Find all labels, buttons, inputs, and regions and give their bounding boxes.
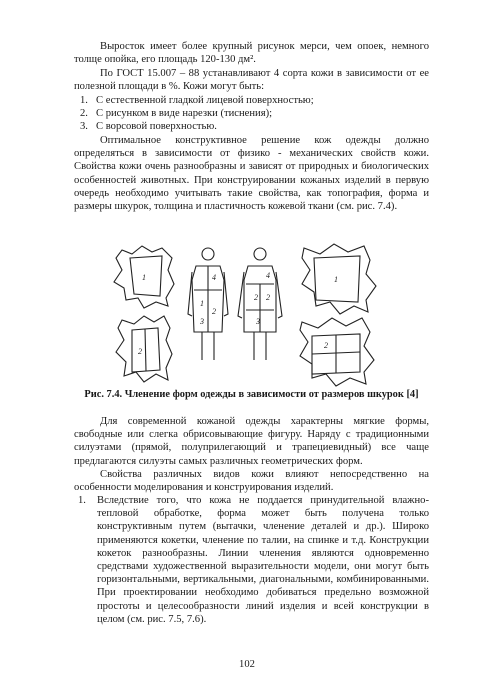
paragraph-gost: По ГОСТ 15.007 – 88 устанавливают 4 сорта кожи в зависимости от ее полезной площади в %. Кожи могут быть: <box>74 68 429 93</box>
figure-label: 3 <box>256 317 260 326</box>
figure-label: 1 <box>334 275 338 284</box>
paragraph-vyrostok: Выросток имеет более крупный рисунок мерси, чем опоек, немного толще опойка, его площадь 120-130 дм². <box>74 41 429 66</box>
head <box>202 248 214 260</box>
list-item: 3. С ворсовой поверхностью. <box>80 121 217 133</box>
design-principles-list <box>78 494 429 626</box>
hide-outline <box>302 244 376 314</box>
head <box>254 248 266 260</box>
figure-label: 2 <box>212 307 216 316</box>
arm <box>238 272 244 318</box>
figure-label: 2 <box>254 293 258 302</box>
paragraph-optimal-design: Оптимальное конструктивное решение кож одежды должно определяться в зависимости от физико - механических свойств кожи. Свойства кожи очень разнообразны и зависят от природных и биологических особенностей животных. При конструировании кожаных изделий в первую очередь необходимо учитывать такие свойства, как топография, форма и размеры шкурок, толщина и пластичность кожевой ткани (см. рис. 7.4). <box>74 135 429 213</box>
figure-label: 4 <box>266 271 270 280</box>
division-line <box>130 256 162 296</box>
leg <box>254 332 266 360</box>
list-item: 2. С рисунком в виде нарезки (тиснения); <box>80 108 273 120</box>
figure-label: 1 <box>200 299 204 308</box>
figure-label: 2 <box>138 347 142 356</box>
figure-label: 3 <box>200 317 204 326</box>
arm <box>188 272 192 316</box>
paragraph-modern-leather: Для современной кожаной одежды характерны мягкие формы, свободные или слегка обрисовывающие фигуру. Наряду с традиционными силуэтами (прямой, полуприлегающий и трапециевидный) все чаще предлагаются силуэты самых различных геометрических форм. <box>74 416 429 467</box>
figure-label: 2 <box>266 293 270 302</box>
leg <box>202 332 214 360</box>
list-item: 1. С естественной гладкой лицевой поверхностью; <box>80 95 314 106</box>
figure-label: 2 <box>324 341 328 350</box>
arm <box>276 272 282 318</box>
paragraph-properties: Свойства различных видов кожи влияют непосредственно на особенности моделирования и конструирования изделий. <box>74 469 429 494</box>
page-number: 102 <box>239 659 255 670</box>
division-line <box>145 329 146 371</box>
figure-caption: Рис. 7.4. Членение форм одежды в зависимости от размеров шкурок [4] <box>84 389 419 400</box>
hide-outline <box>116 316 172 382</box>
arm <box>224 272 228 316</box>
figure-label: 4 <box>212 273 216 282</box>
surface-types-list <box>74 94 429 134</box>
figure-7-4 <box>108 240 384 388</box>
hide-outline <box>300 318 374 386</box>
figure-label: 1 <box>142 273 146 282</box>
list-item: 1. Вследствие того, что кожа не поддается принудительной влажно-тепловой обработке, форма может быть получена только конструктивным путем (вытачки, членение деталей и др.). Широко применяются кокетки, членение по талии, на спинке и т.д. Конструкции кокеток разнообразны. Линии членения являются одновременно средствами художественной выразительности модели, они могут быть горизонтальными, вертикальными, диагональными, комбинированными. При проектировании необходимо добиваться предельно возможной простоты и целесообразности линий изделия и всей конструкции в целом (см. рис. 7.5, 7.6). <box>78 495 429 625</box>
